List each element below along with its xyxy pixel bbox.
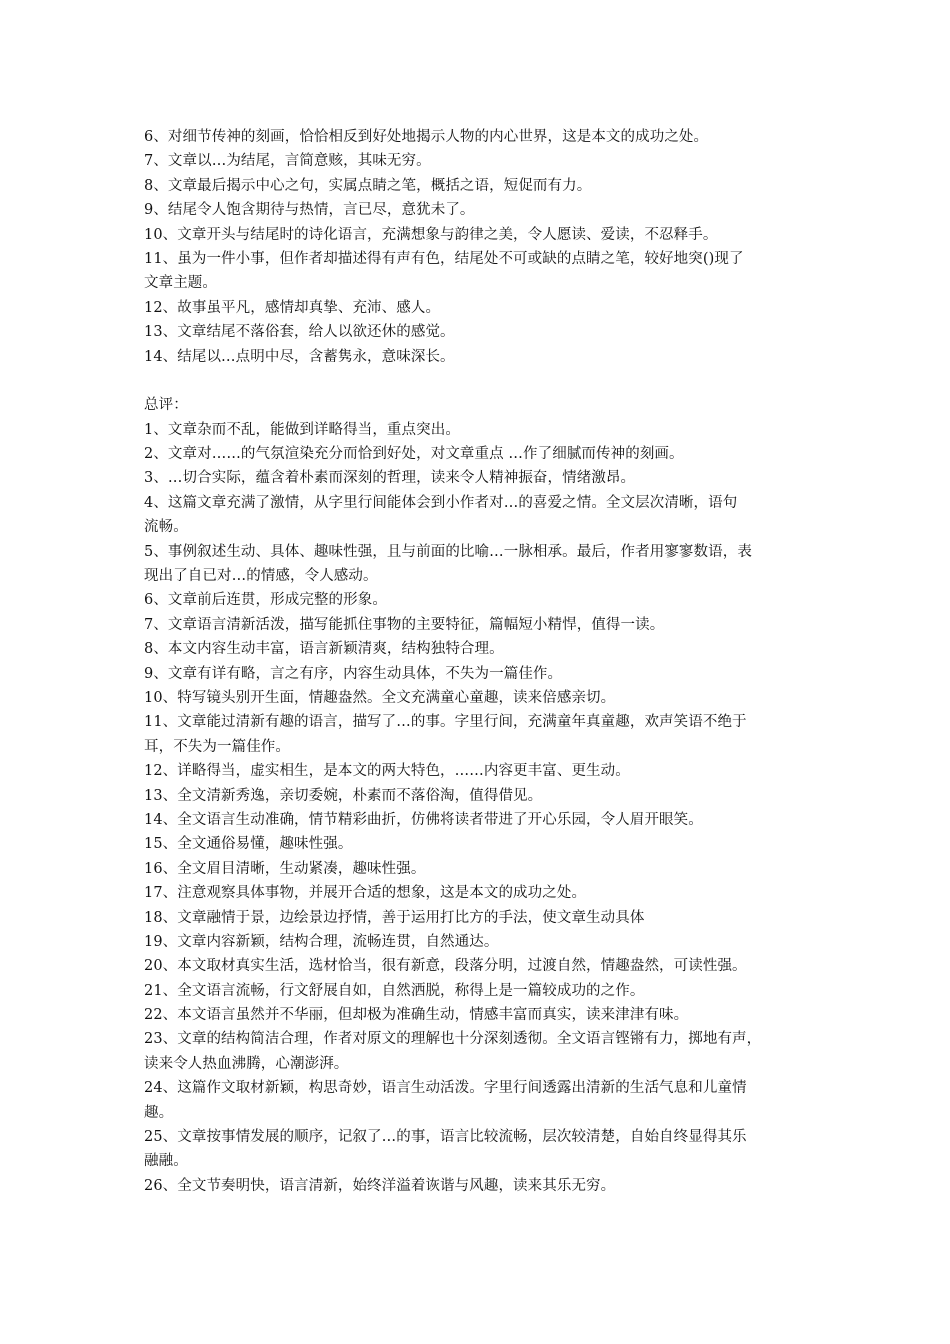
text-line: 12、故事虽平凡，感情却真挚、充沛、感人。 — [144, 299, 441, 316]
text-line: 26、全文节奏明快，语言清新，始终洋溢着诙谐与风趣，读来其乐无穷。 — [144, 1177, 616, 1194]
text-line: 1、文章杂而不乱，能做到详略得当，重点突出。 — [144, 421, 460, 438]
text-line: 耳，不失为一篇佳作。 — [144, 738, 290, 755]
blank-line — [144, 369, 820, 393]
text-line: 4、这篇文章充满了激情，从字里行间能体会到小作者对…的喜爱之情。全文层次清晰，语句 — [144, 494, 738, 511]
text-line: 10、特写镜头别开生面，情趣盎然。全文充满童心童趣，读来倍感亲切。 — [144, 689, 616, 706]
text-line: 11、虽为一件小事，但作者却描述得有声有色，结尾处不可或缺的点睛之笔，较好地突()现了 — [144, 250, 744, 267]
text-line: 8、文章最后揭示中心之句，实属点睛之笔，概括之语，短促而有力。 — [144, 177, 592, 194]
text-line: 读来令人热血沸腾，心潮澎湃。 — [144, 1055, 349, 1072]
text-line: 7、文章语言清新活泼，描写能抓住事物的主要特征，篇幅短小精悍，值得一读。 — [144, 616, 665, 633]
text-line: 现出了自已对…的情感，令人感动。 — [144, 568, 378, 585]
text-line: 6、对细节传神的刻画，恰恰相反到好处地揭示人物的内心世界，这是本文的成功之处。 — [144, 129, 709, 145]
text-line: 流畅。 — [144, 519, 188, 536]
text-line: 16、全文眉目清晰，生动紧凑，趣味性强。 — [144, 860, 426, 877]
text-line: 25、文章按事情发展的顺序，记叙了…的事，语言比较流畅，层次较清楚，自始自终显得其乐 — [144, 1129, 747, 1146]
text-line: 12、详略得当，虚实相生，是本文的两大特色，……内容更丰富、更生动。 — [144, 763, 630, 780]
text-line: 14、全文语言生动准确，情节精彩曲折，仿佛将读者带进了开心乐园，令人眉开眼笑。 — [144, 811, 703, 828]
document-page — [144, 125, 820, 1198]
text-line: 趣。 — [144, 1104, 174, 1121]
text-line: 21、全文语言流畅，行文舒展自如，自然洒脱，称得上是一篇较成功的之作。 — [144, 982, 645, 999]
summary-section — [144, 393, 820, 1198]
text-line: 23、文章的结构简洁合理，作者对原文的理解也十分深刻透彻。全文语言铿锵有力，掷地有声， — [144, 1031, 762, 1048]
text-line: 18、文章融情于景，边绘景边抒情，善于运用打比方的手法，使文章生动具体 — [144, 909, 645, 926]
text-line: 融融。 — [144, 1153, 188, 1170]
text-line: 8、本文内容生动丰富，语言新颖清爽，结构独特合理。 — [144, 641, 504, 658]
text-line: 24、这篇作文取材新颖，构思奇妙，语言生动活泼。字里行间透露出清新的生活气息和儿童情 — [144, 1080, 747, 1097]
text-line: 6、文章前后连贯，形成完整的形象。 — [144, 592, 387, 609]
text-line: 2、文章对……的气氛渲染充分而恰到好处，对文章重点 …作了细腻而传神的刻画。 — [144, 446, 684, 463]
text-line: 9、文章有详有略，言之有序，内容生动具体，不失为一篇佳作。 — [144, 665, 563, 682]
text-line: 13、文章结尾不落俗套，给人以欲还休的感觉。 — [144, 324, 455, 341]
text-line: 15、全文通俗易懂，趣味性强。 — [144, 836, 353, 853]
text-line: 17、注意观察具体事物，并展开合适的想象，这是本文的成功之处。 — [144, 885, 587, 902]
text-line: 10、文章开头与结尾时的诗化语言，充满想象与韵律之美，令人愿读、爱读，不忍释手。 — [144, 226, 718, 243]
text-line: 13、全文清新秀逸，亲切委婉，朴素而不落俗淘，值得借见。 — [144, 787, 543, 804]
text-line: 19、文章内容新颖，结构合理，流畅连贯，自然通达。 — [144, 933, 499, 950]
text-line: 5、事例叙述生动、具体、趣味性强，且与前面的比喻…一脉相承。最后，作者用寥寥数语，表 — [144, 543, 752, 560]
comment-list-part1 — [144, 125, 820, 369]
text-line: 9、结尾令人饱含期待与热情，言已尽，意犹未了。 — [144, 202, 475, 219]
text-line: 文章主题。 — [144, 275, 217, 292]
summary-heading: 总评： — [144, 397, 188, 414]
text-line: 7、文章以…为结尾，言简意赅，其味无穷。 — [144, 153, 431, 170]
text-line: 20、本文取材真实生活，选材恰当，很有新意，段落分明，过渡自然，情趣盎然，可读性强。 — [144, 958, 747, 975]
text-line: 3、…切合实际，蕴含着朴素而深刻的哲理，读来令人精神振奋，情绪激昂。 — [144, 470, 636, 487]
text-line: 11、文章能过清新有趣的语言，描写了…的事。字里行间，充满童年真童趣，欢声笑语不绝于 — [144, 714, 747, 731]
text-line: 14、结尾以…点明中尽，含蓄隽永，意味深长。 — [144, 348, 455, 365]
text-line: 22、本文语言虽然并不华丽，但却极为准确生动，情感丰富而真实，读来津津有味。 — [144, 1007, 689, 1024]
